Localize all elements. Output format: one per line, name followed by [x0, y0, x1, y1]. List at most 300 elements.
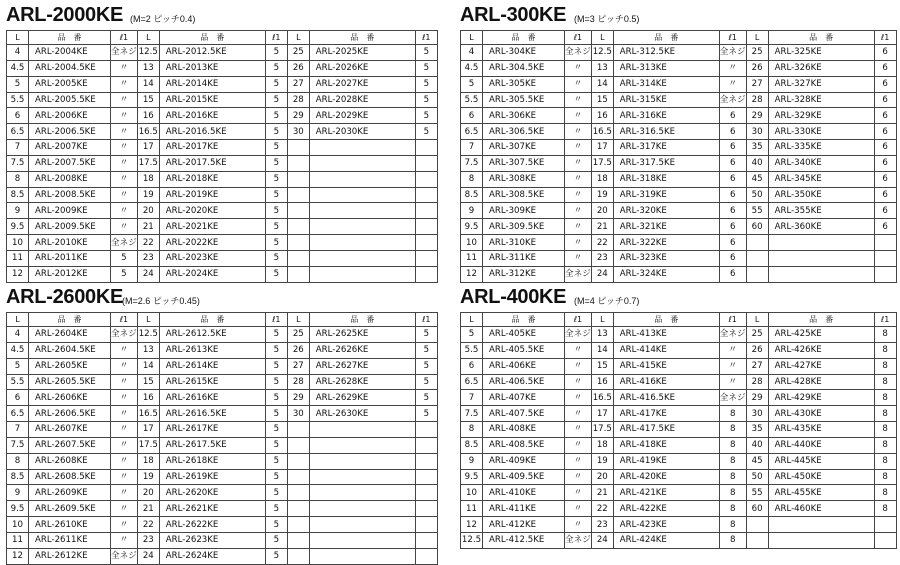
cell-thread-length: 5 — [265, 422, 287, 438]
cell-part-number: ARL-428KE — [768, 374, 874, 390]
cell-thread-length: 〃 — [565, 219, 592, 235]
section-subtitle: (M=2 ピッチ0.4) — [130, 14, 196, 24]
cell-part-number: ARL-422KE — [613, 501, 719, 517]
cell-part-number: ARL-2624KE — [159, 548, 265, 564]
table-row — [7, 532, 438, 548]
cell-part-number: ARL-406.5KE — [483, 374, 565, 390]
table-row — [461, 532, 897, 548]
cell-thread-length: 8 — [874, 422, 896, 438]
cell-part-number — [309, 517, 415, 533]
cell-thread-length: 〃 — [111, 390, 138, 406]
cell-part-number: ARL-2007.5KE — [29, 155, 111, 171]
cell-thread-length: 全ネジ — [111, 548, 138, 564]
cell-part-number: ARL-2018KE — [159, 171, 265, 187]
cell-thread-length: 5 — [265, 532, 287, 548]
cell-thread-length — [415, 171, 437, 187]
cell-length: 27 — [287, 76, 309, 92]
spec-table — [6, 30, 438, 283]
cell-thread-length — [415, 469, 437, 485]
cell-thread-length: 5 — [415, 92, 437, 108]
col-header-l1: ℓ1 — [415, 313, 437, 327]
cell-length: 26 — [287, 342, 309, 358]
cell-thread-length: 5 — [265, 92, 287, 108]
cell-thread-length: 6 — [874, 92, 896, 108]
cell-length: 5.5 — [7, 374, 29, 390]
table-row — [7, 327, 438, 343]
table-row — [7, 60, 438, 76]
cell-thread-length — [874, 532, 896, 548]
cell-length: 10 — [461, 235, 483, 251]
cell-part-number: ARL-319KE — [613, 187, 719, 203]
table-row — [461, 171, 897, 187]
cell-part-number — [309, 171, 415, 187]
col-header-part: 品 番 — [613, 31, 719, 45]
cell-part-number: ARL-2017.5KE — [159, 155, 265, 171]
col-header-l: L — [7, 31, 29, 45]
cell-thread-length: 全ネジ — [111, 327, 138, 343]
cell-part-number: ARL-2625KE — [309, 327, 415, 343]
cell-length: 6 — [7, 390, 29, 406]
col-header-part: 品 番 — [29, 313, 111, 327]
cell-thread-length: 8 — [719, 517, 746, 533]
cell-part-number: ARL-2026KE — [309, 60, 415, 76]
cell-part-number: ARL-314KE — [613, 76, 719, 92]
cell-length: 12 — [461, 517, 483, 533]
table-row — [461, 250, 897, 266]
cell-part-number: ARL-2020KE — [159, 203, 265, 219]
cell-part-number: ARL-2605.5KE — [29, 374, 111, 390]
cell-thread-length — [415, 548, 437, 564]
section-arl-400ke — [460, 284, 897, 549]
cell-part-number: ARL-409.5KE — [483, 469, 565, 485]
cell-part-number — [768, 517, 874, 533]
cell-length: 27 — [287, 358, 309, 374]
col-header-l: L — [287, 313, 309, 327]
cell-thread-length: 8 — [719, 406, 746, 422]
cell-length: 17.5 — [137, 155, 159, 171]
col-header-part: 品 番 — [768, 31, 874, 45]
col-header-l: L — [137, 31, 159, 45]
cell-part-number: ARL-420KE — [613, 469, 719, 485]
cell-length: 9.5 — [461, 219, 483, 235]
header-row — [461, 31, 897, 45]
cell-thread-length: 〃 — [565, 140, 592, 156]
cell-thread-length: 〃 — [565, 374, 592, 390]
cell-thread-length: 5 — [265, 501, 287, 517]
cell-length: 4.5 — [7, 60, 29, 76]
col-header-l: L — [746, 313, 768, 327]
cell-thread-length: 5 — [265, 76, 287, 92]
cell-thread-length: 5 — [415, 327, 437, 343]
cell-length: 4.5 — [7, 342, 29, 358]
cell-thread-length: 8 — [874, 485, 896, 501]
section-arl-2600ke — [6, 284, 438, 565]
cell-thread-length: 〃 — [111, 60, 138, 76]
cell-length: 55 — [746, 203, 768, 219]
cell-length: 26 — [287, 60, 309, 76]
cell-length: 28 — [746, 92, 768, 108]
cell-length: 13 — [591, 327, 613, 343]
cell-part-number: ARL-412.5KE — [483, 532, 565, 548]
cell-length: 21 — [591, 219, 613, 235]
cell-length: 7.5 — [461, 406, 483, 422]
cell-length — [287, 532, 309, 548]
cell-length: 25 — [287, 45, 309, 61]
cell-thread-length: 〃 — [111, 374, 138, 390]
cell-part-number: ARL-2620KE — [159, 485, 265, 501]
cell-length — [287, 422, 309, 438]
cell-length — [287, 250, 309, 266]
cell-thread-length: 5 — [415, 358, 437, 374]
cell-part-number: ARL-2007KE — [29, 140, 111, 156]
table-row — [461, 92, 897, 108]
table-row — [7, 406, 438, 422]
cell-thread-length: 〃 — [111, 422, 138, 438]
cell-length: 8 — [7, 453, 29, 469]
cell-part-number: ARL-306KE — [483, 108, 565, 124]
col-header-l1: ℓ1 — [874, 313, 896, 327]
cell-thread-length: 〃 — [111, 358, 138, 374]
cell-length: 20 — [591, 469, 613, 485]
col-header-l: L — [287, 31, 309, 45]
table-row — [7, 469, 438, 485]
cell-part-number — [768, 532, 874, 548]
cell-length: 11 — [7, 532, 29, 548]
cell-part-number: ARL-2617KE — [159, 422, 265, 438]
cell-part-number: ARL-2619KE — [159, 469, 265, 485]
cell-part-number — [309, 219, 415, 235]
section-title: ARL-2600KE — [6, 286, 124, 308]
cell-part-number: ARL-2607.5KE — [29, 437, 111, 453]
col-header-l1: ℓ1 — [719, 313, 746, 327]
table-row — [7, 155, 438, 171]
cell-length: 18 — [591, 171, 613, 187]
table-row — [461, 187, 897, 203]
cell-part-number: ARL-407KE — [483, 390, 565, 406]
section-title: ARL-300KE — [460, 4, 567, 26]
cell-part-number — [309, 437, 415, 453]
cell-length: 17 — [137, 140, 159, 156]
cell-thread-length: 6 — [719, 108, 746, 124]
cell-thread-length: 8 — [874, 501, 896, 517]
cell-part-number: ARL-309KE — [483, 203, 565, 219]
cell-thread-length — [415, 517, 437, 533]
cell-length — [287, 469, 309, 485]
cell-length — [287, 485, 309, 501]
cell-length: 5 — [461, 327, 483, 343]
cell-part-number: ARL-2010KE — [29, 235, 111, 251]
cell-length: 16.5 — [591, 390, 613, 406]
cell-part-number — [309, 469, 415, 485]
cell-part-number: ARL-2008KE — [29, 171, 111, 187]
table-row — [461, 203, 897, 219]
cell-part-number: ARL-2614KE — [159, 358, 265, 374]
cell-length: 22 — [591, 501, 613, 517]
cell-length: 16 — [591, 108, 613, 124]
cell-part-number: ARL-405.5KE — [483, 342, 565, 358]
cell-length: 17.5 — [591, 155, 613, 171]
cell-thread-length: 6 — [719, 140, 746, 156]
cell-thread-length: 8 — [719, 437, 746, 453]
header-row — [7, 313, 438, 327]
cell-length: 29 — [287, 108, 309, 124]
cell-part-number: ARL-2015KE — [159, 92, 265, 108]
table-row — [7, 187, 438, 203]
cell-part-number: ARL-2616KE — [159, 390, 265, 406]
table-row — [461, 45, 897, 61]
cell-part-number: ARL-307.5KE — [483, 155, 565, 171]
cell-thread-length: 〃 — [111, 140, 138, 156]
cell-part-number: ARL-317KE — [613, 140, 719, 156]
cell-part-number: ARL-415KE — [613, 358, 719, 374]
cell-length: 45 — [746, 453, 768, 469]
cell-thread-length: 6 — [874, 60, 896, 76]
cell-part-number: ARL-427KE — [768, 358, 874, 374]
cell-length: 16.5 — [137, 406, 159, 422]
col-header-l1: ℓ1 — [719, 31, 746, 45]
cell-length: 23 — [591, 517, 613, 533]
cell-part-number: ARL-355KE — [768, 203, 874, 219]
cell-length — [746, 266, 768, 282]
cell-thread-length: 〃 — [565, 92, 592, 108]
cell-length — [287, 235, 309, 251]
cell-thread-length: 6 — [719, 250, 746, 266]
cell-part-number: ARL-2604KE — [29, 327, 111, 343]
cell-part-number: ARL-315KE — [613, 92, 719, 108]
cell-length: 21 — [137, 501, 159, 517]
table-row — [7, 453, 438, 469]
cell-length: 16 — [137, 390, 159, 406]
cell-length: 9 — [461, 453, 483, 469]
col-header-part: 品 番 — [309, 31, 415, 45]
cell-thread-length: 〃 — [111, 469, 138, 485]
cell-part-number: ARL-2029KE — [309, 108, 415, 124]
cell-length: 8 — [461, 422, 483, 438]
cell-part-number: ARL-2012.5KE — [159, 45, 265, 61]
cell-part-number: ARL-2019KE — [159, 187, 265, 203]
cell-part-number: ARL-450KE — [768, 469, 874, 485]
cell-part-number: ARL-414KE — [613, 342, 719, 358]
cell-length: 5.5 — [461, 342, 483, 358]
cell-part-number: ARL-2604.5KE — [29, 342, 111, 358]
cell-thread-length: 〃 — [565, 469, 592, 485]
cell-thread-length: 5 — [265, 124, 287, 140]
cell-length — [746, 235, 768, 251]
cell-length: 18 — [137, 453, 159, 469]
cell-length — [287, 187, 309, 203]
cell-thread-length: 〃 — [111, 187, 138, 203]
cell-part-number: ARL-2022KE — [159, 235, 265, 251]
table-row — [461, 422, 897, 438]
col-header-l: L — [746, 31, 768, 45]
cell-part-number: ARL-2005KE — [29, 76, 111, 92]
cell-part-number: ARL-2611KE — [29, 532, 111, 548]
cell-length: 40 — [746, 437, 768, 453]
cell-length: 4 — [461, 45, 483, 61]
header-row — [7, 31, 438, 45]
cell-thread-length: 5 — [415, 60, 437, 76]
cell-part-number: ARL-304KE — [483, 45, 565, 61]
spec-table — [460, 312, 897, 549]
table-row — [461, 108, 897, 124]
cell-thread-length: 5 — [265, 187, 287, 203]
cell-part-number — [768, 250, 874, 266]
cell-length: 55 — [746, 485, 768, 501]
cell-length: 28 — [287, 374, 309, 390]
cell-length — [746, 517, 768, 533]
cell-thread-length: 6 — [874, 171, 896, 187]
cell-length: 23 — [137, 532, 159, 548]
cell-part-number: ARL-2011KE — [29, 250, 111, 266]
cell-thread-length: 8 — [719, 485, 746, 501]
cell-thread-length: 8 — [874, 342, 896, 358]
cell-thread-length: 8 — [874, 406, 896, 422]
cell-length: 20 — [591, 203, 613, 219]
cell-part-number — [309, 532, 415, 548]
cell-length: 7 — [7, 422, 29, 438]
cell-length: 14 — [137, 358, 159, 374]
cell-length — [287, 453, 309, 469]
cell-part-number: ARL-2626KE — [309, 342, 415, 358]
cell-thread-length: 〃 — [111, 406, 138, 422]
cell-part-number: ARL-326KE — [768, 60, 874, 76]
cell-length: 13 — [137, 60, 159, 76]
cell-length: 7 — [461, 390, 483, 406]
cell-thread-length: 5 — [265, 203, 287, 219]
cell-part-number — [309, 485, 415, 501]
table-row — [461, 469, 897, 485]
cell-thread-length — [415, 235, 437, 251]
table-row — [461, 501, 897, 517]
col-header-part: 品 番 — [159, 313, 265, 327]
col-header-l: L — [461, 313, 483, 327]
cell-thread-length: 〃 — [565, 76, 592, 92]
cell-thread-length: 6 — [874, 108, 896, 124]
cell-length: 28 — [746, 374, 768, 390]
cell-length: 30 — [287, 124, 309, 140]
cell-part-number: ARL-424KE — [613, 532, 719, 548]
cell-length: 35 — [746, 422, 768, 438]
cell-length: 22 — [137, 517, 159, 533]
cell-length: 12.5 — [137, 327, 159, 343]
cell-length: 30 — [746, 406, 768, 422]
cell-length: 27 — [746, 76, 768, 92]
cell-length: 7.5 — [7, 155, 29, 171]
cell-length: 22 — [137, 235, 159, 251]
table-row — [7, 501, 438, 517]
cell-length: 26 — [746, 342, 768, 358]
cell-thread-length: 全ネジ — [565, 266, 592, 282]
cell-thread-length: 5 — [265, 140, 287, 156]
cell-thread-length: 5 — [415, 108, 437, 124]
table-row — [461, 485, 897, 501]
cell-length: 19 — [591, 453, 613, 469]
cell-thread-length: 〃 — [111, 517, 138, 533]
col-header-l1: ℓ1 — [565, 31, 592, 45]
cell-part-number: ARL-328KE — [768, 92, 874, 108]
cell-length: 20 — [137, 485, 159, 501]
cell-part-number: ARL-408.5KE — [483, 437, 565, 453]
cell-part-number: ARL-2016KE — [159, 108, 265, 124]
cell-length — [287, 219, 309, 235]
cell-thread-length — [415, 437, 437, 453]
cell-length — [287, 140, 309, 156]
cell-part-number: ARL-2021KE — [159, 219, 265, 235]
cell-thread-length: 〃 — [111, 485, 138, 501]
cell-length: 4 — [7, 45, 29, 61]
cell-thread-length: 〃 — [565, 501, 592, 517]
cell-length: 17.5 — [591, 422, 613, 438]
cell-part-number: ARL-2610KE — [29, 517, 111, 533]
cell-length: 5.5 — [7, 92, 29, 108]
cell-thread-length: 〃 — [565, 437, 592, 453]
col-header-l: L — [137, 313, 159, 327]
table-row — [461, 358, 897, 374]
cell-length: 16 — [137, 108, 159, 124]
cell-thread-length: 8 — [719, 422, 746, 438]
section-subtitle: (M=2.6 ピッチ0.45) — [122, 296, 200, 306]
cell-length — [287, 203, 309, 219]
cell-length: 12 — [7, 548, 29, 564]
cell-length: 8 — [461, 171, 483, 187]
cell-thread-length: 5 — [415, 374, 437, 390]
cell-thread-length: 5 — [415, 406, 437, 422]
cell-thread-length: 全ネジ — [719, 327, 746, 343]
cell-length: 12 — [461, 266, 483, 282]
cell-part-number: ARL-440KE — [768, 437, 874, 453]
cell-length: 25 — [287, 327, 309, 343]
col-header-part: 品 番 — [613, 313, 719, 327]
cell-part-number: ARL-317.5KE — [613, 155, 719, 171]
cell-thread-length: 5 — [265, 155, 287, 171]
table-row — [461, 219, 897, 235]
cell-thread-length: 5 — [265, 235, 287, 251]
cell-length: 5 — [461, 76, 483, 92]
cell-thread-length: 6 — [874, 187, 896, 203]
cell-part-number: ARL-2608.5KE — [29, 469, 111, 485]
cell-length — [287, 517, 309, 533]
cell-length: 6.5 — [7, 406, 29, 422]
col-header-l1: ℓ1 — [415, 31, 437, 45]
cell-length: 14 — [137, 76, 159, 92]
cell-part-number: ARL-2004KE — [29, 45, 111, 61]
cell-part-number: ARL-2017KE — [159, 140, 265, 156]
cell-thread-length: 5 — [111, 266, 138, 282]
cell-thread-length: 5 — [265, 469, 287, 485]
table-row — [7, 219, 438, 235]
table-row — [461, 374, 897, 390]
cell-thread-length: 〃 — [111, 108, 138, 124]
cell-part-number: ARL-307KE — [483, 140, 565, 156]
cell-length: 4 — [7, 327, 29, 343]
cell-part-number: ARL-304.5KE — [483, 60, 565, 76]
cell-length: 29 — [287, 390, 309, 406]
cell-length: 15 — [137, 374, 159, 390]
cell-length: 10 — [461, 485, 483, 501]
cell-part-number: ARL-2612.5KE — [159, 327, 265, 343]
cell-length — [287, 266, 309, 282]
cell-part-number: ARL-435KE — [768, 422, 874, 438]
cell-thread-length: 6 — [719, 219, 746, 235]
cell-thread-length: 6 — [719, 155, 746, 171]
cell-part-number: ARL-308KE — [483, 171, 565, 187]
table-row — [7, 485, 438, 501]
cell-part-number: ARL-2629KE — [309, 390, 415, 406]
table-row — [7, 374, 438, 390]
cell-length: 25 — [746, 327, 768, 343]
cell-thread-length: 8 — [719, 453, 746, 469]
cell-part-number: ARL-350KE — [768, 187, 874, 203]
